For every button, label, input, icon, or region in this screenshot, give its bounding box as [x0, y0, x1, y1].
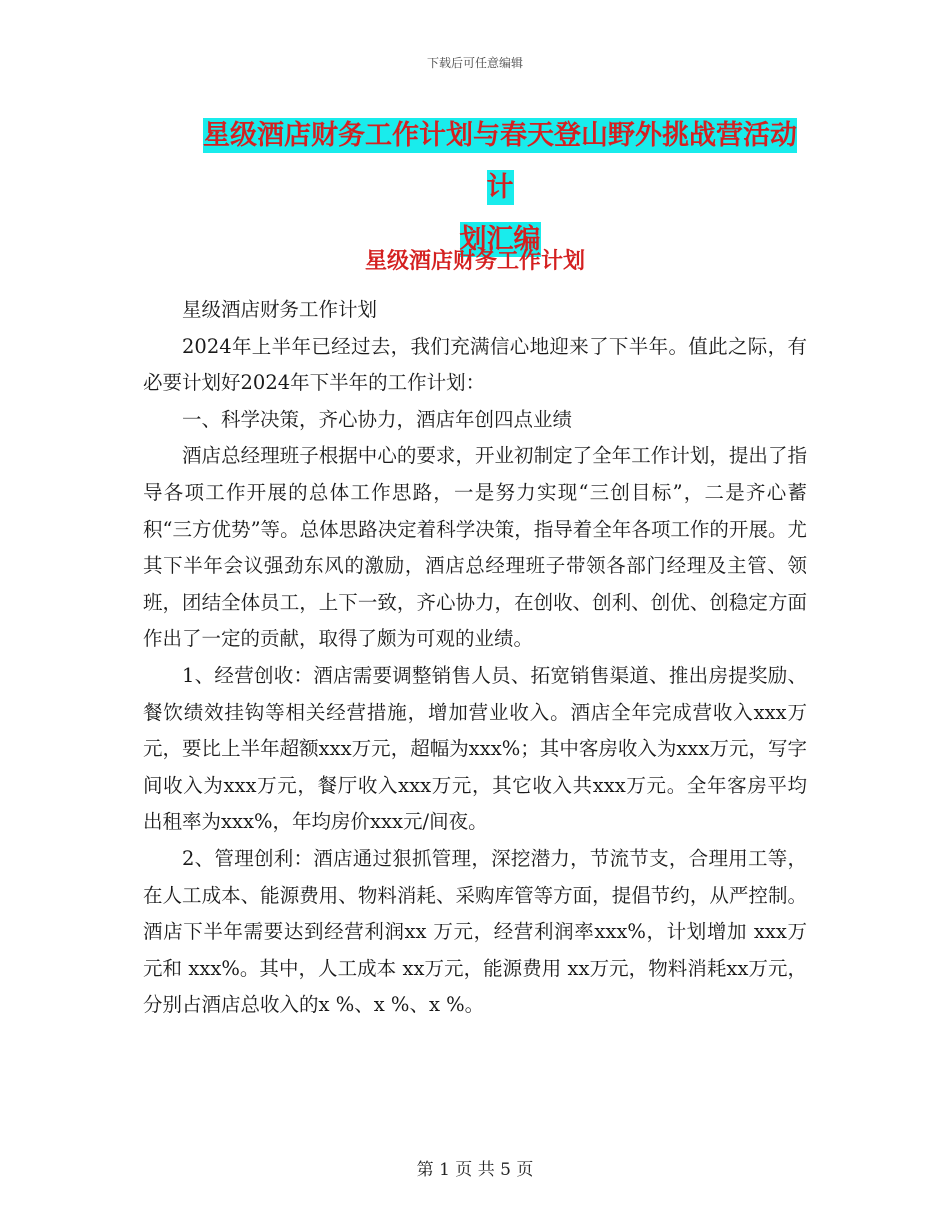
- page-footer: 第 1 页 共 5 页: [416, 1160, 534, 1180]
- header-note: 下载后可任意编辑: [426, 56, 523, 70]
- document-title-line-2: 划汇编: [459, 224, 541, 255]
- paragraph: 2、管理创利：酒店通过狠抓管理，深挖潜力，节流节支，合理用工等，在人工成本、能源费用、物料消耗、采购库管等方面，提倡节约，从严控制。酒店下半年需要达到经营利润xx 万元，经营利润率xxx%，计划增加 xxx万元和 xxx%。其中，人工成本 xx万元，能源费用 xx万元，物料消耗xx万元，分别占酒店总收入的x %、x %、x %。: [143, 846, 807, 1017]
- paragraph: 1、经营创收：酒店需要调整销售人员、拓宽销售渠道、推出房提奖励、餐饮绩效挂钩等相关经营措施，增加营业收入。酒店全年完成营收入xxx万元，要比上半年超额xxx万元，超幅为xxx%；其中客房收入为xxx万元，写字间收入为xxx万元，餐厅收入xxx万元，其它收入共xxx万元。全年客房平均出租率为xxx%，年均房价xxx元/间夜。: [143, 663, 807, 834]
- section-title: 星级酒店财务工作计划: [364, 249, 585, 274]
- document-title-line-1: 星级酒店财务工作计划与春天登山野外挑战营活动计: [203, 120, 797, 203]
- body-text: [143, 292, 807, 1024]
- paragraph: 一、科学决策，齐心协力，酒店年创四点业绩: [182, 407, 573, 431]
- paragraph: 2024年上半年已经过去，我们充满信心地迎来了下半年。值此之际，有必要计划好2024年下半年的工作计划：: [143, 334, 807, 395]
- document-title: [190, 110, 810, 266]
- paragraph: 酒店总经理班子根据中心的要求，开业初制定了全年工作计划，提出了指导各项工作开展的总体工作思路，一是努力实现“三创目标”，二是齐心蓄积“三方优势”等。总体思路决定着科学决策，指导着全年各项工作的开展。尤其下半年会议强劲东风的激励，酒店总经理班子带领各部门经理及主管、领班，团结全体员工，上下一致，齐心协力，在创收、创利、创优、创稳定方面作出了一定的贡献，取得了颇为可观的业绩。: [143, 444, 807, 651]
- paragraph: 星级酒店财务工作计划: [182, 298, 378, 321]
